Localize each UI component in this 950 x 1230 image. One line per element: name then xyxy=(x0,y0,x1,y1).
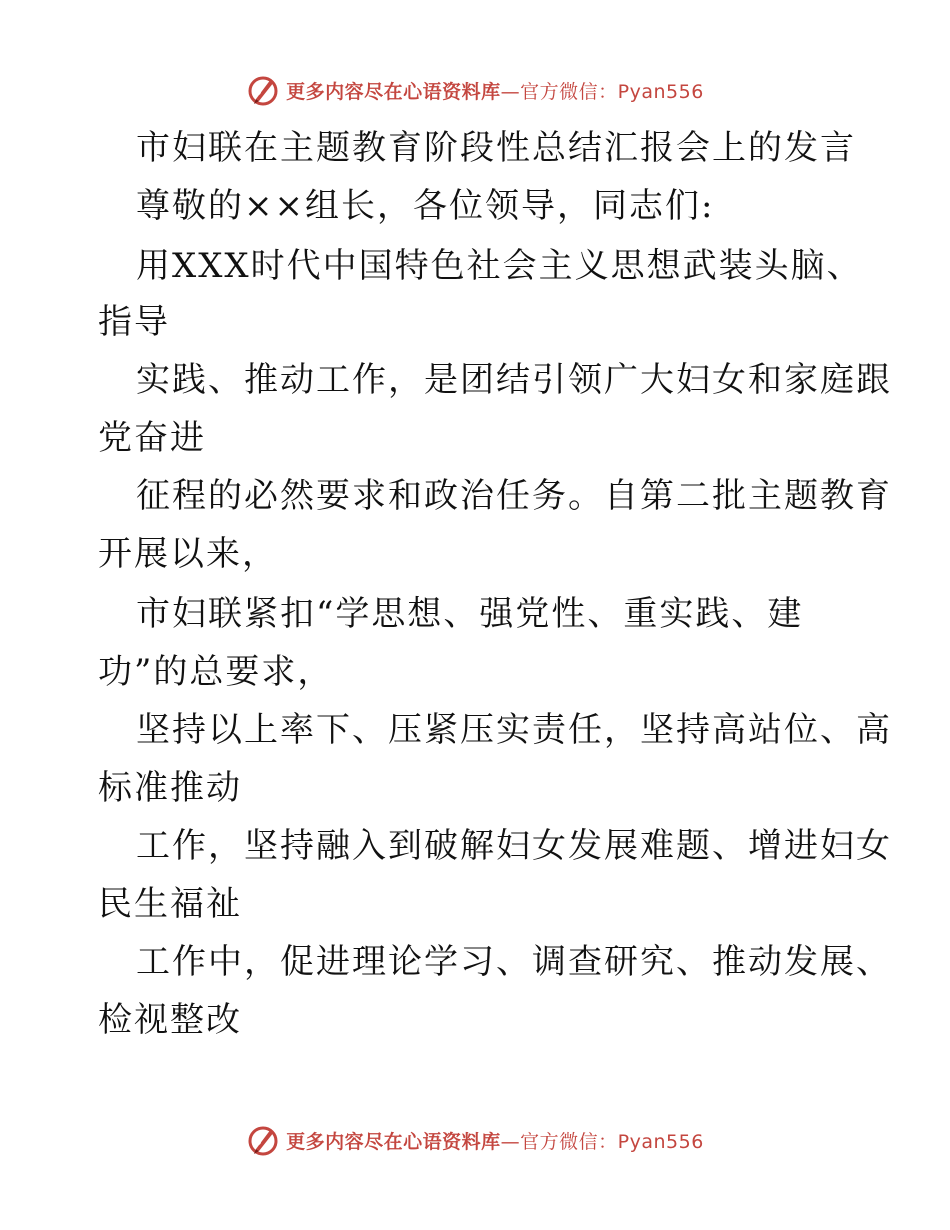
body-line: 坚持以上率下、压紧压实责任，坚持高站位、高 xyxy=(136,710,892,750)
banner-dash: — xyxy=(500,80,521,103)
banner-site-text: 更多内容尽在心语资料库 xyxy=(286,80,501,103)
body-line: 指导 xyxy=(98,302,170,342)
body-line: 开展以来， xyxy=(98,534,278,574)
quill-pen-logo-icon xyxy=(246,73,280,107)
document-title: 市妇联在主题教育阶段性总结汇报会上的发言 xyxy=(136,128,856,168)
banner-dash: — xyxy=(500,1130,521,1153)
body-line: 功”的总要求， xyxy=(98,652,334,692)
body-line: 工作中，促进理论学习、调查研究、推动发展、 xyxy=(136,942,892,982)
body-line: 工作，坚持融入到破解妇女发展难题、增进妇女 xyxy=(136,826,892,866)
body-line: 民生福祉 xyxy=(98,884,242,924)
banner-site-text: 更多内容尽在心语资料库 xyxy=(286,1130,501,1153)
body-line: 征程的必然要求和政治任务。自第二批主题教育 xyxy=(136,476,892,516)
salutation: 尊敬的××组长，各位领导，同志们: xyxy=(136,186,715,226)
body-line: 检视整改 xyxy=(98,1000,242,1040)
header-banner xyxy=(0,70,950,110)
body-line: 市妇联紧扣“学思想、强党性、重实践、建 xyxy=(136,594,804,634)
quill-pen-logo-icon xyxy=(246,1123,280,1157)
footer-banner xyxy=(0,1120,950,1160)
body-line: 标准推动 xyxy=(98,768,242,808)
body-line: 实践、推动工作，是团结引领广大妇女和家庭跟 xyxy=(136,360,892,400)
banner-wechat-text: 官方微信：Pyan556 xyxy=(520,1130,704,1153)
banner-wechat-text: 官方微信：Pyan556 xyxy=(520,80,704,103)
body-line: 用XXX时代中国特色社会主义思想武装头脑、 xyxy=(136,246,863,286)
body-line: 党奋进 xyxy=(98,418,206,458)
